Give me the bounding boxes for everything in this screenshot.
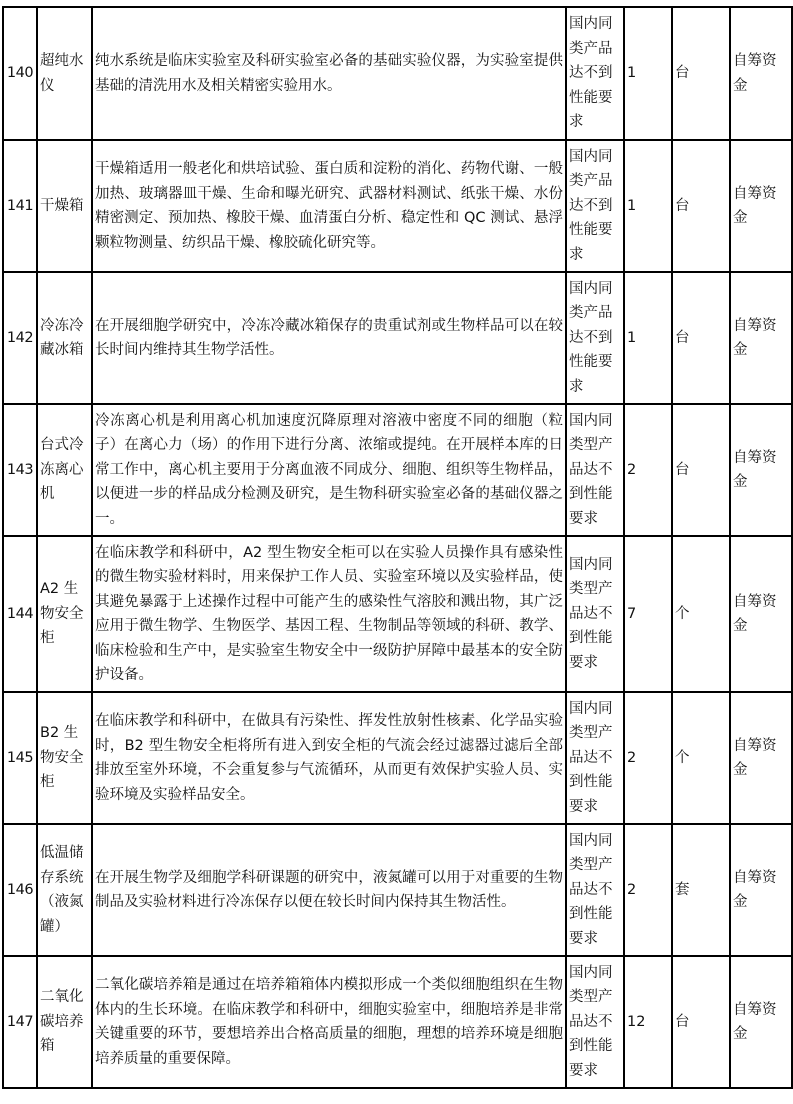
table-row <box>3 956 792 1088</box>
equipment-description: 纯水系统是临床实验室及科研实验室必备的基础实验仪器，为实验室提供基础的清洗用水及相关精密实验用水。 <box>92 7 566 140</box>
performance-note: 国内同类型产品达不到性能要求 <box>566 536 624 692</box>
performance-note: 国内同类型产品达不到性能要求 <box>566 824 624 956</box>
equipment-name: 干燥箱 <box>37 140 92 272</box>
table-row <box>3 404 792 536</box>
quantity: 12 <box>624 956 672 1088</box>
row-number: 147 <box>3 956 37 1088</box>
funding-source: 自筹资金 <box>730 536 792 692</box>
equipment-description: 在临床教学和科研中，在做具有污染性、挥发性放射性核素、化学品实验时，B2 型生物安全柜将所有进入到安全柜的气流会经过滤器过滤后全部排放至室外环境，不会重复参与气流循环，从而更有效保护实验人员、实验环境及实验样品安全。 <box>92 692 566 824</box>
funding-source: 自筹资金 <box>730 956 792 1088</box>
quantity: 1 <box>624 7 672 140</box>
quantity: 2 <box>624 824 672 956</box>
quantity: 1 <box>624 272 672 404</box>
unit: 个 <box>672 536 730 692</box>
row-number: 142 <box>3 272 37 404</box>
quantity: 2 <box>624 404 672 536</box>
unit: 台 <box>672 956 730 1088</box>
table-row <box>3 824 792 956</box>
table-row <box>3 692 792 824</box>
performance-note: 国内同类型产品达不到性能要求 <box>566 956 624 1088</box>
equipment-name: 低温储存系统（液氮罐） <box>37 824 92 956</box>
row-number: 146 <box>3 824 37 956</box>
equipment-description: 冷冻离心机是利用离心机加速度沉降原理对溶液中密度不同的细胞（粒子）在离心力（场）的作用下进行分离、浓缩或提纯。在开展样本库的日常工作中，离心机主要用于分离血液不同成分、细胞、组织等生物样品，以便进一步的样品成分检测及研究，是生物科研实验室必备的基础仪器之一。 <box>92 404 566 536</box>
row-number: 141 <box>3 140 37 272</box>
unit: 台 <box>672 140 730 272</box>
unit: 台 <box>672 272 730 404</box>
performance-note: 国内同类型产品达不到性能要求 <box>566 404 624 536</box>
performance-note: 国内同类产品达不到性能要求 <box>566 140 624 272</box>
table-row <box>3 272 792 404</box>
performance-note: 国内同类产品达不到性能要求 <box>566 272 624 404</box>
equipment-name: 台式冷冻离心机 <box>37 404 92 536</box>
funding-source: 自筹资金 <box>730 692 792 824</box>
equipment-description: 二氧化碳培养箱是通过在培养箱箱体内模拟形成一个类似细胞组织在生物体内的生长环境。在临床教学和科研中，细胞实验室中，细胞培养是非常关键重要的环节，要想培养出合格高质量的细胞，理想的培养环境是细胞培养质量的重要保障。 <box>92 956 566 1088</box>
row-number: 145 <box>3 692 37 824</box>
equipment-name: 二氧化碳培养箱 <box>37 956 92 1088</box>
row-number: 144 <box>3 536 37 692</box>
unit: 套 <box>672 824 730 956</box>
funding-source: 自筹资金 <box>730 7 792 140</box>
equipment-name: 冷冻冷藏冰箱 <box>37 272 92 404</box>
funding-source: 自筹资金 <box>730 140 792 272</box>
equipment-description: 在临床教学和科研中，A2 型生物安全柜可以在实验人员操作具有感染性的微生物实验材料时，用来保护工作人员、实验室环境以及实验样品，使其避免暴露于上述操作过程中可能产生的感染性气溶胶和溅出物，其广泛应用于微生物学、生物医学、基因工程、生物制品等领域的科研、教学、临床检验和生产中，是实验室生物安全中一级防护屏障中最基本的安全防护设备。 <box>92 536 566 692</box>
funding-source: 自筹资金 <box>730 404 792 536</box>
equipment-name: A2 生物安全柜 <box>37 536 92 692</box>
table-row <box>3 140 792 272</box>
quantity: 1 <box>624 140 672 272</box>
quantity: 7 <box>624 536 672 692</box>
unit: 台 <box>672 404 730 536</box>
unit: 个 <box>672 692 730 824</box>
equipment-description: 在开展细胞学研究中，冷冻冷藏冰箱保存的贵重试剂或生物样品可以在较长时间内维持其生物学活性。 <box>92 272 566 404</box>
table-row <box>3 7 792 140</box>
row-number: 143 <box>3 404 37 536</box>
unit: 台 <box>672 7 730 140</box>
table-row <box>3 536 792 692</box>
performance-note: 国内同类型产品达不到性能要求 <box>566 692 624 824</box>
funding-source: 自筹资金 <box>730 824 792 956</box>
quantity: 2 <box>624 692 672 824</box>
equipment-name: B2 生物安全柜 <box>37 692 92 824</box>
equipment-description: 在开展生物学及细胞学科研课题的研究中，液氮罐可以用于对重要的生物制品及实验材料进行冷冻保存以便在较长时间内保持其生物活性。 <box>92 824 566 956</box>
equipment-name: 超纯水仪 <box>37 7 92 140</box>
performance-note: 国内同类产品达不到性能要求 <box>566 7 624 140</box>
funding-source: 自筹资金 <box>730 272 792 404</box>
row-number: 140 <box>3 7 37 140</box>
equipment-table <box>2 6 793 1089</box>
equipment-description: 干燥箱适用一般老化和烘培试验、蛋白质和淀粉的消化、药物代谢、一般加热、玻璃器皿干燥、生命和曝光研究、武器材料测试、纸张干燥、水份精密测定、预加热、橡胶干燥、血清蛋白分析、稳定性和 QC 测试、悬浮颗粒物测量、纺织品干燥、橡胶硫化研究等。 <box>92 140 566 272</box>
